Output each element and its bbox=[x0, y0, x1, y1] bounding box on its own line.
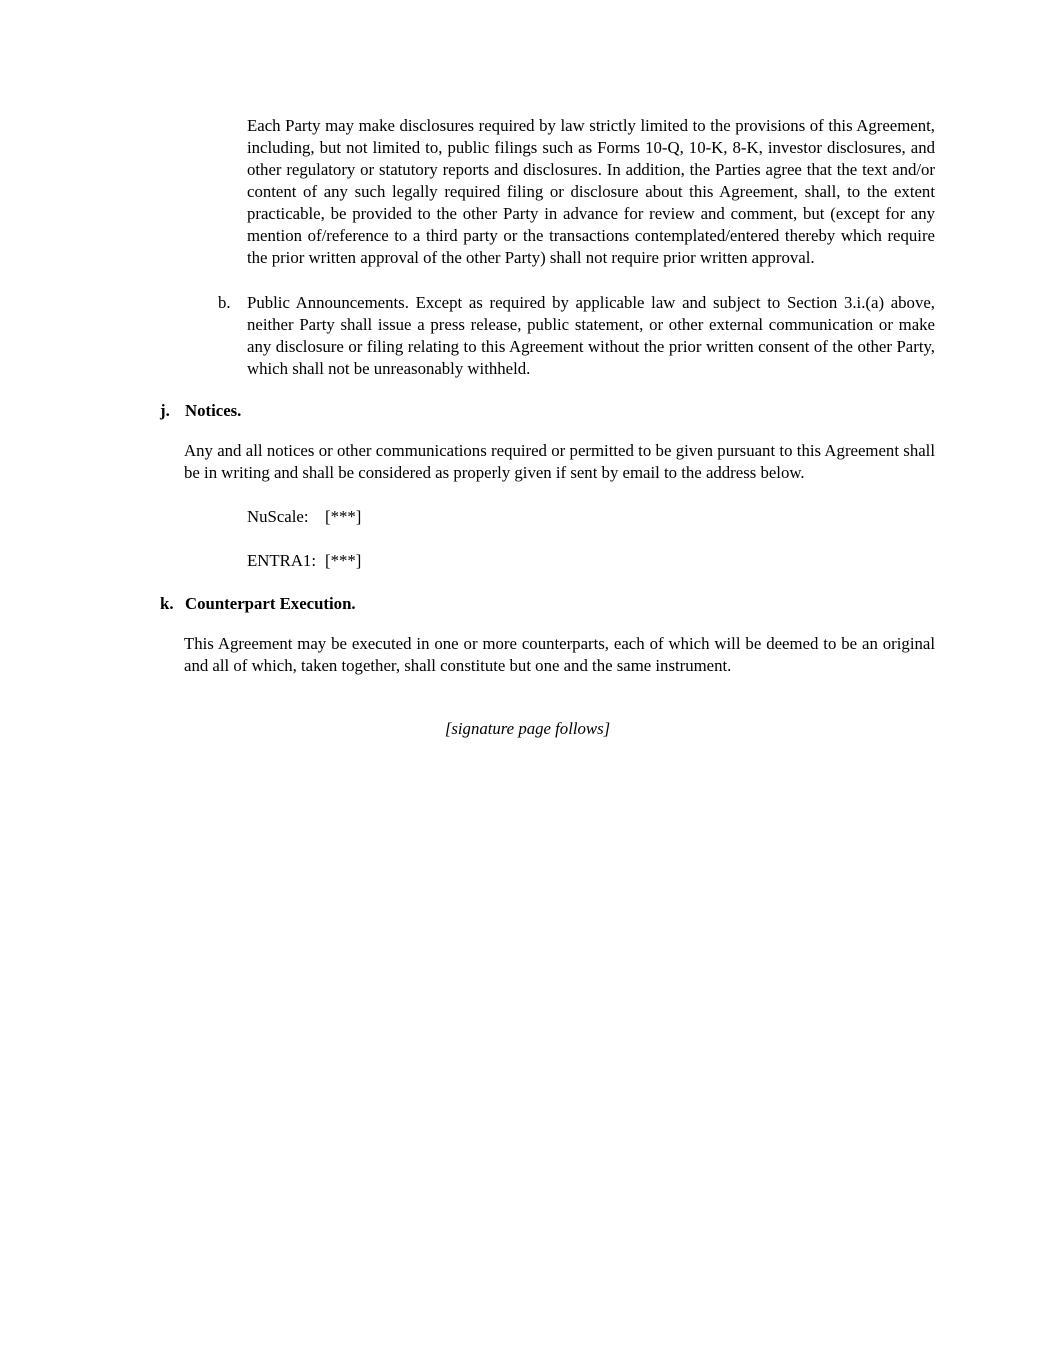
section-heading-counterpart-execution bbox=[160, 593, 1055, 615]
paragraph-notices: Any and all notices or other communications required or permitted to be given pursuant to this Agreement shall be in writing and shall be considered as properly given if sent by email to the address below. bbox=[184, 441, 935, 482]
notice-address-entra1 bbox=[247, 550, 1055, 572]
notice-party-nuscale-label: NuScale: bbox=[247, 507, 309, 526]
notice-address-nuscale bbox=[247, 506, 1055, 528]
section-heading-notices bbox=[160, 400, 1055, 422]
section-marker-k: k. bbox=[160, 594, 174, 613]
notice-party-nuscale-value: [***] bbox=[325, 507, 362, 526]
paragraph-disclosures: Each Party may make disclosures required by law strictly limited to the provisions of this Agreement, including, but not limited to, public filings such as Forms 10-Q, 10-K, 8-K, investor disclosures, and other regulatory or statutory reports and disclosures. In addition, the Parties agree that the text and/or content of any such legally required filing or disclosure about this Agreement, shall, to the extent practicable, be provided to the other Party in advance for review and comment, but (except for any mention of/reference to a third party or the transactions contemplated/entered thereby which require the prior written approval of the other Party) shall not require prior written approval. bbox=[247, 116, 935, 267]
notice-party-entra1-label: ENTRA1: bbox=[247, 551, 316, 570]
list-item-public-announcements bbox=[218, 292, 935, 380]
section-heading-notices-label: Notices. bbox=[185, 401, 242, 420]
list-marker-b: b. bbox=[218, 293, 231, 312]
notice-party-entra1-value: [***] bbox=[325, 551, 362, 570]
list-item-public-announcements-text: Public Announcements. Except as required by applicable law and subject to Section 3.i.(a) above, neither Party shall issue a press release, public statement, or other external communication or make any disclosure or filing relating to this Agreement without the prior written consent of the other Party, which shall not be unreasonably withheld. bbox=[247, 293, 935, 378]
section-heading-counterpart-execution-label: Counterpart Execution. bbox=[185, 594, 356, 613]
signature-page-note: [signature page follows] bbox=[444, 719, 611, 738]
paragraph-counterpart-execution: This Agreement may be executed in one or more counterparts, each of which will be deemed to be an original and all of which, taken together, shall constitute but one and the same instrument. bbox=[184, 634, 935, 675]
section-marker-j: j. bbox=[160, 401, 170, 420]
